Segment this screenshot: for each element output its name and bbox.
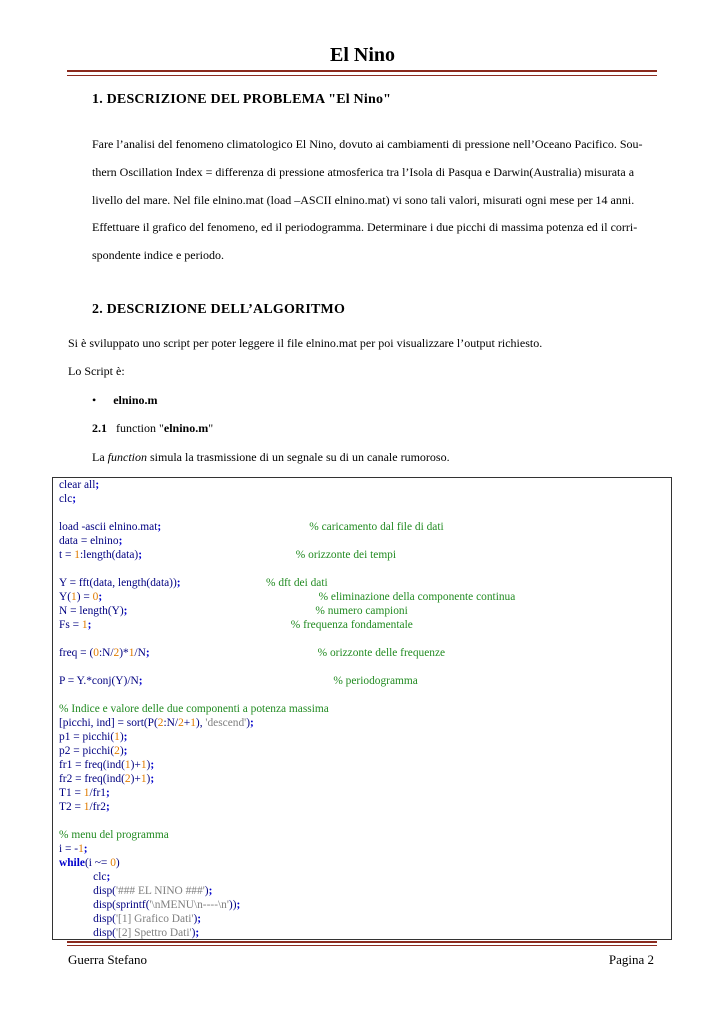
code-line — [59, 730, 671, 744]
code-line — [59, 590, 671, 604]
code-token: ; — [106, 871, 111, 883]
code-token: ) — [119, 731, 124, 743]
code-token: clear all — [59, 479, 96, 491]
code-token: while — [59, 857, 85, 869]
section-1-line: thern Oscillation Index = differenza di pressione atmosferica tra l’Isola di Pasqua e Darwin(Australia) misurata a — [92, 165, 635, 179]
code-token: 1 — [78, 843, 84, 855]
code-line — [59, 870, 671, 884]
code-token: % frequenza fondamentale — [290, 619, 413, 631]
code-token: :N/ — [98, 647, 114, 659]
code-token — [150, 647, 318, 659]
footer-rule — [67, 941, 657, 946]
code-token: ; — [208, 885, 213, 897]
code-token: 1 — [83, 801, 90, 813]
code-token: load -ascii elnino.mat — [59, 521, 158, 533]
code-token — [161, 521, 309, 533]
code-listing — [52, 477, 672, 940]
subsection-name: elnino.m — [163, 421, 209, 435]
bullet-item — [92, 393, 158, 408]
code-token: 2 — [114, 745, 120, 757]
code-token: :length(data) — [80, 549, 139, 561]
subsection-heading — [92, 421, 213, 436]
code-line — [59, 506, 671, 520]
code-token: ; — [123, 731, 128, 743]
code-token: disp( — [59, 913, 116, 925]
code-token: 1 — [114, 731, 120, 743]
code-token: 1 — [140, 759, 147, 771]
function-description — [92, 450, 450, 465]
section-1-line: livello del mare. Nel file elnino.mat (load –ASCII elnino.mat) vi sono tali valori, misurati ogni mese per 14 anni. — [92, 193, 635, 207]
code-token: ; — [250, 717, 254, 729]
code-token: ; — [150, 773, 155, 785]
header-rule — [67, 70, 657, 76]
footer-author: Guerra Stefano — [68, 952, 148, 967]
section-1-line: spondente indice e periodo. — [92, 248, 224, 262]
code-token: % periodogramma — [333, 675, 418, 687]
code-token: )+ — [130, 773, 141, 785]
code-token: p1 = picchi( — [59, 731, 115, 743]
code-token — [142, 549, 296, 561]
code-line — [59, 744, 671, 758]
code-token: [picchi, ind] = sort(P( — [59, 717, 158, 729]
code-token: T1 = — [59, 787, 84, 799]
section-1-heading: 1. DESCRIZIONE DEL PROBLEMA "El Nino" — [92, 92, 392, 107]
section-2-intro: Si è sviluppato uno script per poter leggere il file elnino.mat per poi visualizzare l’output richiesto. — [68, 336, 543, 350]
code-line — [59, 478, 671, 492]
code-line — [59, 688, 671, 702]
code-token: /N — [134, 647, 146, 659]
code-token: 1 — [83, 787, 90, 799]
code-token: 'descend' — [205, 717, 247, 729]
code-token: 1 — [74, 549, 80, 561]
code-line — [59, 702, 671, 716]
code-line — [59, 520, 671, 534]
code-token: '\nMENU\n----\n' — [149, 899, 229, 911]
code-token: ; — [95, 479, 100, 491]
code-token: disp( — [59, 927, 116, 939]
code-line — [59, 562, 671, 576]
code-token: t = — [59, 549, 75, 561]
code-token — [181, 577, 266, 589]
code-token: ) — [204, 885, 209, 897]
code-line — [59, 772, 671, 786]
code-line — [59, 618, 671, 632]
code-line — [59, 800, 671, 814]
code-token: ; — [138, 675, 143, 687]
code-token: Y( — [59, 591, 72, 603]
code-token: ) — [119, 745, 124, 757]
code-line — [59, 758, 671, 772]
code-line — [59, 632, 671, 646]
code-token: )+ — [130, 759, 141, 771]
code-token: T2 = — [59, 801, 84, 813]
code-line — [59, 646, 671, 660]
footer-page-number: Pagina 2 — [608, 952, 654, 967]
code-token: ; — [176, 577, 181, 589]
code-token: '[2] Spettro Dati' — [115, 927, 192, 939]
code-token: 2 — [124, 773, 131, 785]
code-token: 2 — [157, 717, 164, 729]
code-token: + — [183, 717, 191, 729]
section-1-line: Fare l’analisi del fenomeno climatologico El Nino, dovuto ai cambiamenti di pressione nell’Oceano Pacifico. Sou- — [92, 137, 643, 151]
code-line — [59, 660, 671, 674]
bullet-text: elnino.m — [113, 393, 158, 407]
code-token — [91, 619, 290, 631]
code-token: ; — [123, 745, 128, 757]
code-line — [59, 674, 671, 688]
code-token — [102, 591, 318, 603]
code-token: ) — [146, 759, 151, 771]
code-line — [59, 898, 671, 912]
code-token: N = length(Y) — [59, 605, 124, 617]
code-token: % dft dei dati — [265, 577, 328, 589]
bullet-symbol: • — [92, 393, 97, 407]
code-token: fr1 = freq(ind( — [59, 759, 125, 771]
code-token: ; — [98, 591, 103, 603]
function-desc-rest: simula la trasmissione di un segnale su di un canale rumoroso. — [146, 450, 450, 464]
code-line — [59, 912, 671, 926]
code-token: ; — [87, 619, 92, 631]
page-title: El Nino — [329, 44, 396, 66]
code-line — [59, 856, 671, 870]
code-token: ) = — [76, 591, 93, 603]
code-line — [59, 786, 671, 800]
code-token: ; — [105, 787, 110, 799]
code-token: % orizzonte dei tempi — [295, 549, 397, 561]
code-token: % orizzonte delle frequenze — [317, 647, 446, 659]
code-token: 2 — [113, 647, 120, 659]
code-token: disp(sprintf( — [59, 899, 150, 911]
code-token: ; — [195, 927, 200, 939]
section-1-line: Effettuare il grafico del fenomeno, ed il periodogramma. Determinare i due picchi di massima potenza ed il corri- — [92, 220, 638, 234]
code-line — [59, 842, 671, 856]
code-token: ) — [193, 913, 198, 925]
code-token: clc — [59, 493, 73, 505]
code-token: 2 — [178, 717, 184, 729]
code-token: /fr1 — [89, 787, 106, 799]
code-line — [59, 492, 671, 506]
code-line — [59, 926, 671, 940]
code-token: ; — [118, 535, 123, 547]
code-token: 0 — [92, 591, 99, 603]
code-token: ) — [246, 717, 250, 729]
code-line — [59, 534, 671, 548]
code-token: P = Y.*conj(Y)/N — [59, 675, 139, 687]
code-line — [59, 814, 671, 828]
function-desc-em: function — [107, 450, 147, 464]
script-label: Lo Script è: — [68, 364, 125, 378]
code-token: 1 — [140, 773, 147, 785]
code-token: Fs = — [59, 619, 82, 631]
function-desc-prefix: La — [92, 450, 108, 464]
code-token: % caricamento dal file di dati — [309, 521, 444, 533]
code-token: ), — [195, 717, 206, 729]
code-token: 1 — [190, 717, 196, 729]
code-token: ; — [72, 493, 77, 505]
code-token: % Indice e valore delle due componenti a potenza massima — [59, 703, 329, 715]
code-token: (i ~= — [84, 857, 111, 869]
code-token: ) — [115, 857, 120, 869]
code-token: 1 — [128, 647, 135, 659]
code-token: Y = fft(data, length(data)) — [59, 577, 177, 589]
code-token: 1 — [124, 759, 131, 771]
code-token: ; — [145, 647, 150, 659]
code-line — [59, 716, 671, 730]
code-token: :N/ — [163, 717, 179, 729]
subsection-number: 2.1 — [92, 421, 107, 435]
subsection-prefix: function " — [116, 421, 164, 435]
code-line — [59, 576, 671, 590]
code-token: clc — [59, 871, 107, 883]
code-token: % numero campioni — [315, 605, 408, 617]
code-token: fr2 = freq(ind( — [59, 773, 125, 785]
code-token: '### EL NINO ###' — [115, 885, 205, 897]
code-token: ) — [146, 773, 151, 785]
code-token: data = elnino — [59, 535, 119, 547]
code-token: 1 — [71, 591, 77, 603]
code-token: i = - — [59, 843, 79, 855]
code-token: ) — [191, 927, 196, 939]
code-token: )) — [228, 899, 237, 911]
code-token: ; — [197, 913, 202, 925]
code-token: '[1] Grafico Dati' — [115, 913, 194, 925]
code-token: 0 — [93, 647, 99, 659]
code-token: /fr2 — [89, 801, 106, 813]
code-token: % eliminazione della componente continua — [318, 591, 516, 603]
code-token: ; — [123, 605, 128, 617]
code-token: ; — [236, 899, 241, 911]
code-token: ; — [105, 801, 110, 813]
code-token: freq = ( — [59, 647, 94, 659]
code-token: % menu del programma — [59, 829, 169, 841]
code-token: ; — [157, 521, 162, 533]
code-line — [59, 604, 671, 618]
code-token: disp( — [59, 885, 116, 897]
code-token: ; — [150, 759, 155, 771]
code-token: ; — [83, 843, 88, 855]
code-token: 0 — [110, 857, 116, 869]
code-body — [59, 478, 671, 940]
code-token: p2 = picchi( — [59, 745, 115, 757]
section-2-heading: 2. DESCRIZIONE DELL’ALGORITMO — [92, 302, 346, 317]
code-token — [143, 675, 334, 687]
subsection-suffix: " — [208, 421, 214, 435]
code-token — [127, 605, 315, 617]
code-line — [59, 548, 671, 562]
code-line — [59, 828, 671, 842]
code-token: ; — [138, 549, 142, 561]
code-line — [59, 884, 671, 898]
code-token: )* — [119, 647, 129, 659]
code-token: 1 — [81, 619, 88, 631]
